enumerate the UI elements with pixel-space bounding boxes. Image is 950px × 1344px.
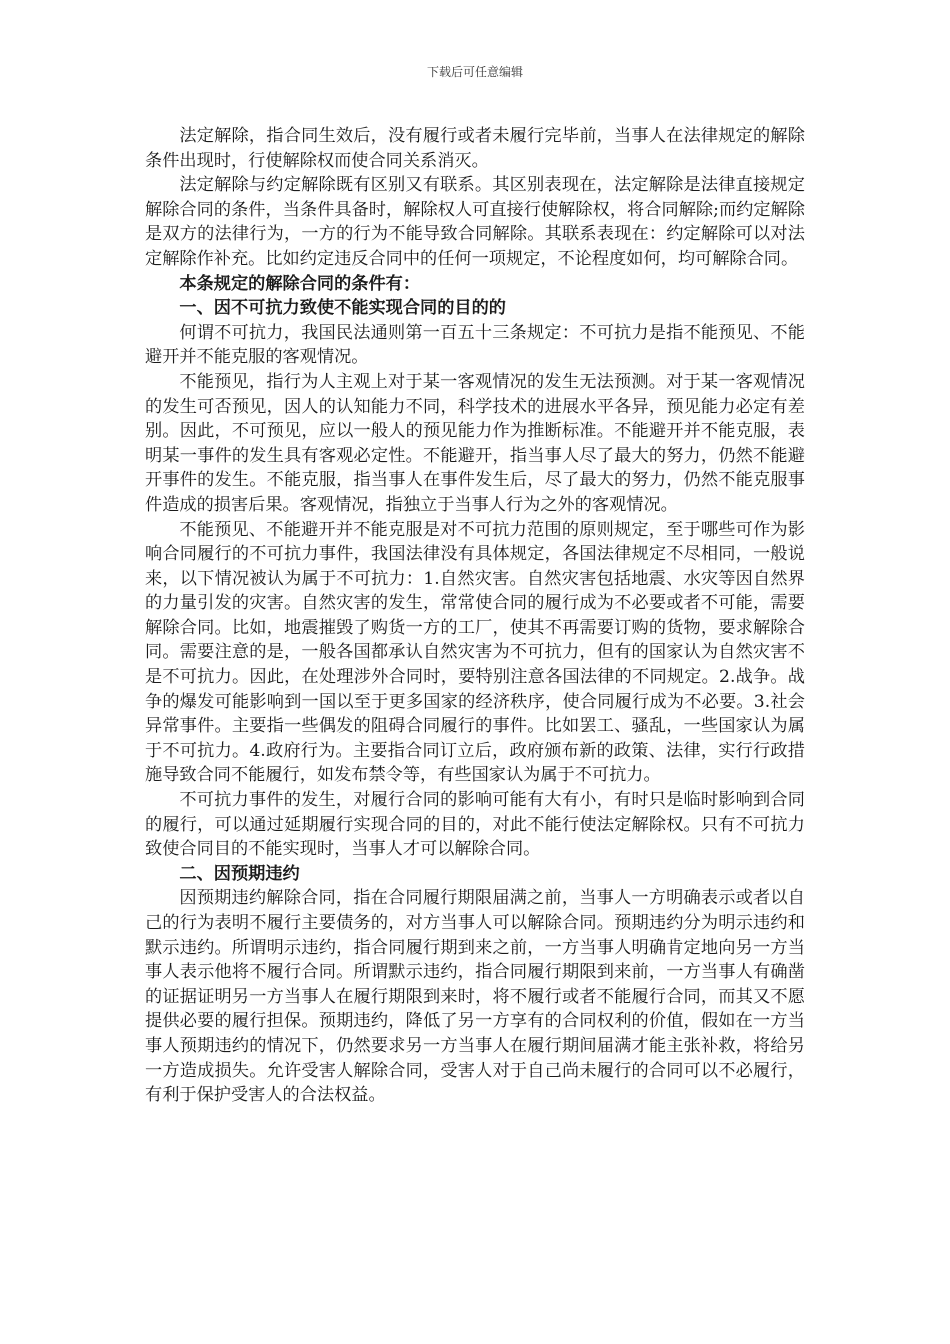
section-heading-anticipatory-breach: 二、因预期违约	[179, 863, 300, 884]
paragraph-unforeseeable: 不能预见，指行为人主观上对于某一客观情况的发生无法预测。对于某一客观情况的发生可否预见，因人的认知能力不同，科学技术的进展水平各异，预见能力必定有差别。因此，不可预见，应以一般人的预见能力作为推断标准。不能避开并不能克服，表明某一事件的发生具有客观必定性。不能避开，指当事人尽了最大的努力，仍然不能避开事件的发生。不能克服，指当事人在事件发生后，尽了最大的努力，仍然不能克服事件造成的损害后果。客观情况，指独立于当事人行为之外的客观情况。	[145, 371, 805, 515]
page-header: 下载后可任意编辑	[426, 65, 523, 79]
paragraph-force-majeure-effect: 不可抗力事件的发生，对履行合同的影响可能有大有小，有时只是临时影响到合同的履行，可以通过延期履行实现合同的目的，对此不能行使法定解除权。只有不可抗力致使合同目的不能实现时，当事人才可以解除合同。	[145, 790, 805, 860]
paragraph-legal-rescission-definition: 法定解除，指合同生效后，没有履行或者未履行完毕前，当事人在法律规定的解除条件出现时，行使解除权而使合同关系消灭。	[145, 126, 805, 171]
paragraph-force-majeure-definition: 何谓不可抗力，我国民法通则第一百五十三条规定：不可抗力是指不能预见、不能避开并不能克服的客观情况。	[145, 322, 805, 368]
paragraph-anticipatory-breach: 因预期违约解除合同，指在合同履行期限届满之前，当事人一方明确表示或者以自己的行为表明不履行主要债务的，对方当事人可以解除合同。预期违约分为明示违约和默示违约。所谓明示违约，指合同履行期到来之前，一方当事人明确肯定地向另一方当事人表示他将不履行合同。所谓默示违约，指合同履行期限到来前，一方当事人有确凿的证据证明另一方当事人在履行期限到来时，将不履行或者不能履行合同，而其又不愿提供必要的履行担保。预期违约，降低了另一方享有的合同权利的价值，假如在一方当事人预期违约的情况下，仍然要求另一方当事人在履行期间届满才能主张补救，将给另一方造成损失。允许受害人解除合同，受害人对于自己尚未履行的合同可以不必履行，有利于保护受害人的合法权益。	[145, 888, 805, 1106]
section-heading-force-majeure: 一、因不可抗力致使不能实现合同的目的的	[179, 298, 506, 319]
document-body	[145, 124, 805, 1108]
paragraph-rescission-comparison: 法定解除与约定解除既有区别又有联系。其区别表现在，法定解除是法律直接规定解除合同的条件，当条件具备时，解除权人可直接行使解除权，将合同解除;而约定解除是双方的法律行为，一方的行为不能导致合同解除。其联系表现在：约定解除可以对法定解除作补充。比如约定违反合同中的任何一项规定，不论程度如何，均可解除合同。	[145, 175, 805, 269]
section-heading-conditions: 本条规定的解除合同的条件有：	[179, 273, 421, 294]
paragraph-force-majeure-scope: 不能预见、不能避开并不能克服是对不可抗力范围的原则规定，至于哪些可作为影响合同履行的不可抗力事件，我国法律没有具体规定，各国法律规定不尽相同，一般说来，以下情况被认为属于不可抗力：1.自然灾害。自然灾害包括地震、水灾等因自然界的力量引发的灾害。自然灾害的发生，常常使合同的履行成为不必要或者不可能，需要解除合同。比如，地震摧毁了购货一方的工厂，使其不再需要订购的货物，要求解除合同。需要注意的是，一般各国都承认自然灾害为不可抗力，但有的国家认为自然灾害不是不可抗力。因此，在处理涉外合同时，要特别注意各国法律的不同规定。2.战争。战争的爆发可能影响到一国以至于更多国家的经济秩序，使合同履行成为不必要。3.社会异常事件。主要指一些偶发的阻碍合同履行的事件。比如罢工、骚乱，一些国家认为属于不可抗力。4.政府行为。主要指合同订立后，政府颁布新的政策、法律，实行行政措施导致合同不能履行，如发布禁令等，有些国家认为属于不可抗力。	[145, 519, 805, 786]
